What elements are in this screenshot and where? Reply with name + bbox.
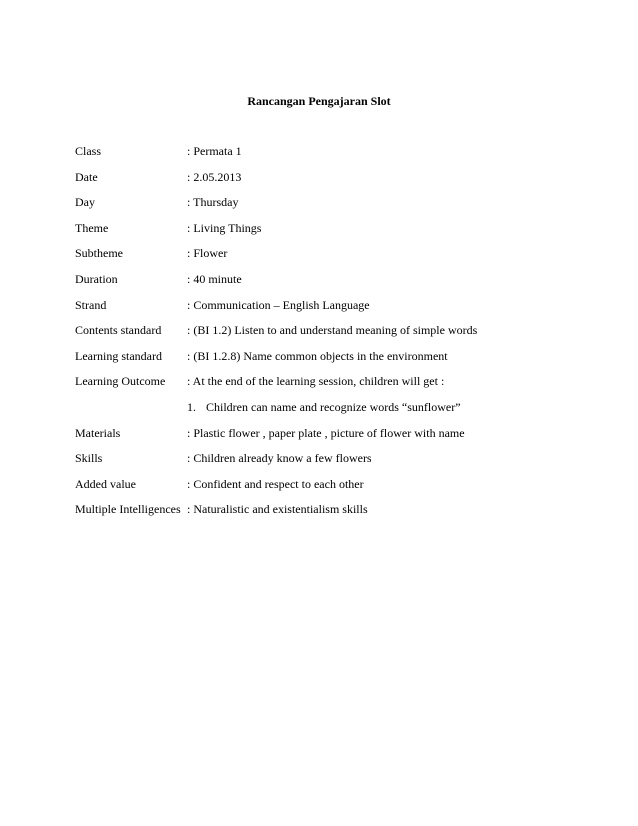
row-contents-standard <box>75 322 595 348</box>
row-value: : (BI 1.2.8) Name common objects in the environment <box>187 348 448 363</box>
row-skills <box>75 450 595 476</box>
row-date <box>75 169 595 195</box>
row-value: : Thursday <box>187 195 239 210</box>
row-value: : Confident and respect to each other <box>187 476 364 491</box>
row-value: : Plastic flower , paper plate , picture of flower with name <box>187 425 465 440</box>
row-multiple-intelligences <box>75 501 595 527</box>
row-label: Multiple Intelligences <box>75 502 181 517</box>
row-theme <box>75 220 595 246</box>
row-added-value <box>75 476 595 502</box>
outcome-list-item <box>75 399 595 425</box>
row-value: : Naturalistic and existentialism skills <box>187 502 368 517</box>
row-label: Added value <box>75 476 136 491</box>
row-subtheme <box>75 245 595 271</box>
row-value: : Flower <box>187 246 228 261</box>
document-title: Rancangan Pengajaran Slot <box>247 94 391 108</box>
row-strand <box>75 297 595 323</box>
row-label: Date <box>75 169 98 184</box>
row-value: : Permata 1 <box>187 144 242 158</box>
row-value: : Communication – English Language <box>187 297 370 312</box>
row-label: Materials <box>75 425 121 440</box>
row-value: : 40 minute <box>187 271 242 286</box>
list-item-text: Children can name and recognize words “sunflower” <box>206 399 461 414</box>
row-duration <box>75 271 595 297</box>
row-label: Learning Outcome <box>75 374 166 389</box>
row-learning-outcome <box>75 373 595 399</box>
row-label: Skills <box>75 451 103 466</box>
row-value: : Children already know a few flowers <box>187 451 372 466</box>
row-label: Learning standard <box>75 348 162 363</box>
row-label: Contents standard <box>75 323 162 338</box>
row-label: Duration <box>75 271 118 286</box>
row-value: : (BI 1.2) Listen to and understand meaning of simple words <box>187 323 478 338</box>
lesson-plan-details <box>75 143 595 527</box>
row-value: : At the end of the learning session, children will get : <box>187 374 445 389</box>
row-value: : Living Things <box>187 220 262 235</box>
row-label: Strand <box>75 297 107 312</box>
row-value: : 2.05.2013 <box>187 169 242 184</box>
row-learning-standard <box>75 348 595 374</box>
row-label: Day <box>75 195 95 210</box>
row-materials <box>75 425 595 451</box>
list-item-number: 1. <box>187 399 196 414</box>
row-label: Subtheme <box>75 246 123 261</box>
row-label: Theme <box>75 220 109 235</box>
row-class <box>75 143 595 169</box>
row-day <box>75 194 595 220</box>
row-label: Class <box>75 144 102 158</box>
